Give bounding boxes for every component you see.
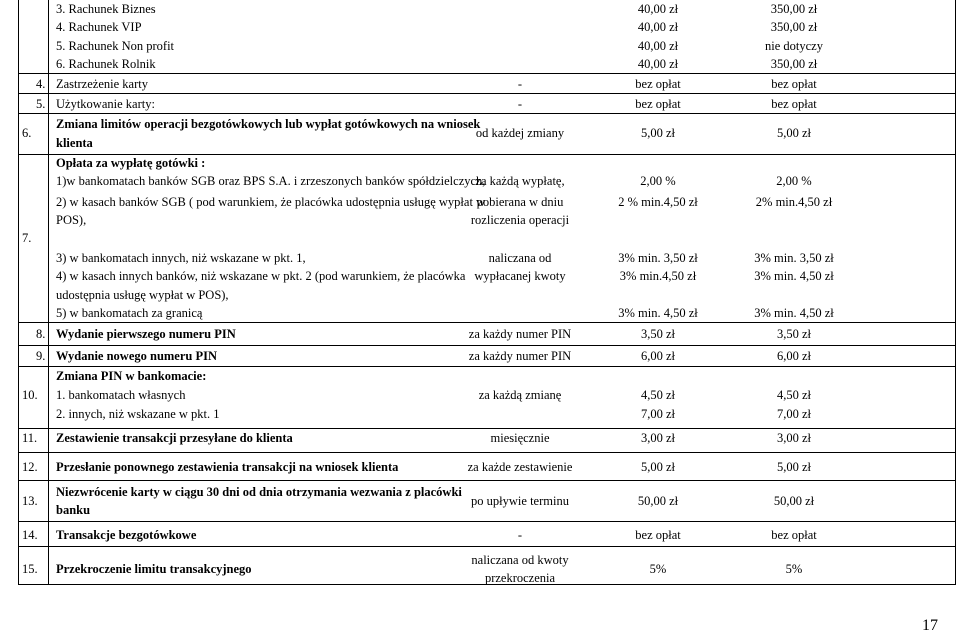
account-name: 5. Rachunek Non profit: [56, 39, 175, 53]
row-fee-1: 3,00 zł: [640, 431, 676, 445]
row-fee-1: 5%: [649, 562, 667, 576]
row-mode: -: [517, 528, 523, 542]
row-fee-2: 2,00 %: [776, 174, 812, 188]
row-fee-1: 3% min. 3,50 zł: [618, 251, 698, 265]
row-fee-2: 50,00 zł: [773, 494, 815, 508]
account-limit: 350,00 zł: [770, 57, 818, 71]
row-line: 4) w kasach innych banków, niż wskazane w pkt. 2 (pod warunkiem, że placówka: [56, 269, 466, 283]
row-fee-1: 3% min. 4,50 zł: [618, 306, 698, 320]
row-mode: -: [517, 77, 523, 91]
row-mode: za każdą zmianę: [478, 388, 562, 402]
row-label: Użytkowanie karty:: [56, 97, 155, 111]
row-mode: rozliczenia operacji: [470, 213, 570, 227]
row-fee-1: 5,00 zł: [640, 460, 676, 474]
row-mode: pobierana w dniu: [476, 195, 564, 209]
row-fee-2: 5,00 zł: [776, 126, 812, 140]
row-fee-1: 5,00 zł: [640, 126, 676, 140]
row-mode: -: [517, 97, 523, 111]
row-fee-1: bez opłat: [635, 77, 681, 91]
row-number: 10.: [22, 388, 38, 402]
row-number: 13.: [22, 494, 38, 508]
row-line: 1. bankomatach własnych: [56, 388, 186, 402]
row-number: 14.: [22, 528, 38, 542]
row-fee-2: 7,00 zł: [776, 407, 812, 421]
row-label: Zastrzeżenie karty: [56, 77, 148, 91]
row-number: 15.: [22, 562, 38, 576]
account-limit: 350,00 zł: [770, 20, 818, 34]
row-label-line2: klienta: [56, 136, 93, 150]
row-mode: miesięcznie: [490, 431, 550, 445]
row-label: Transakcje bezgotówkowe: [56, 528, 197, 542]
row-label: Wydanie nowego numeru PIN: [56, 349, 218, 363]
account-fee: 40,00 zł: [637, 39, 679, 53]
row-fee-2: bez opłat: [771, 528, 817, 542]
row-mode: za każde zestawienie: [467, 460, 573, 474]
row-mode: przekroczenia: [484, 571, 556, 585]
account-fee: 40,00 zł: [637, 57, 679, 71]
account-name: 3. Rachunek Biznes: [56, 2, 156, 16]
row-fee-2: 3,50 zł: [776, 327, 812, 341]
row-fee-2: 3% min. 3,50 zł: [754, 251, 834, 265]
row-mode: za każdy numer PIN: [468, 327, 572, 341]
row-number: 5.: [36, 97, 46, 111]
row-fee-1: 3% min.4,50 zł: [619, 269, 697, 283]
row-fee-1: 6,00 zł: [640, 349, 676, 363]
row-label: Przesłanie ponownego zestawienia transakcji na wniosek klienta: [56, 460, 399, 474]
row-line: 2) w kasach banków SGB ( pod warunkiem, że placówka udostępnia usługę wypłat w: [56, 195, 486, 209]
row-label-line1: Niezwrócenie karty w ciągu 30 dni od dnia otrzymania wezwania z placówki: [56, 485, 462, 499]
row-fee-2: 3% min. 4,50 zł: [754, 269, 834, 283]
row-number: 12.: [22, 460, 38, 474]
row-line: POS),: [56, 213, 87, 227]
row-fee-1: 2,00 %: [640, 174, 676, 188]
row-label-line1: Zmiana limitów operacji bezgotówkowych lub wypłat gotówkowych na wniosek: [56, 117, 481, 131]
row-fee-2: 5%: [785, 562, 803, 576]
row-fee-2: 5,00 zł: [776, 460, 812, 474]
row-title: Opłata za wypłatę gotówki :: [56, 156, 206, 170]
account-fee: 40,00 zł: [637, 20, 679, 34]
row-mode: naliczana od kwoty: [471, 553, 569, 567]
row-fee-2: 4,50 zł: [776, 388, 812, 402]
row-fee-2: 3,00 zł: [776, 431, 812, 445]
row-mode: po upływie terminu: [471, 494, 569, 508]
account-fee: 40,00 zł: [637, 2, 679, 16]
row-label: Wydanie pierwszego numeru PIN: [56, 327, 236, 341]
row-fee-2: 3% min. 4,50 zł: [754, 306, 834, 320]
row-fee-2: bez opłat: [771, 77, 817, 91]
row-title: Zmiana PIN w bankomacie:: [56, 369, 207, 383]
row-label: Przekroczenie limitu transakcyjnego: [56, 562, 252, 576]
row-label: Zestawienie transakcji przesyłane do klienta: [56, 431, 293, 445]
row-line: 1)w bankomatach banków SGB oraz BPS S.A. i zrzeszonych banków spółdzielczych,: [56, 174, 486, 188]
row-fee-1: bez opłat: [635, 97, 681, 111]
row-number: 11.: [22, 431, 38, 445]
row-fee-1: 3,50 zł: [640, 327, 676, 341]
account-limit: 350,00 zł: [770, 2, 818, 16]
row-fee-1: 2 % min.4,50 zł: [618, 195, 698, 209]
row-label-line2: banku: [56, 503, 91, 517]
row-line: 3) w bankomatach innych, niż wskazane w pkt. 1,: [56, 251, 306, 265]
page-number: 17: [922, 617, 938, 634]
row-number: 6.: [22, 126, 32, 140]
row-number: 8.: [36, 327, 46, 341]
account-name: 6. Rachunek Rolnik: [56, 57, 156, 71]
account-name: 4. Rachunek VIP: [56, 20, 142, 34]
account-limit: nie dotyczy: [765, 39, 823, 53]
row-mode: za każdy numer PIN: [468, 349, 572, 363]
row-number: 9.: [36, 349, 46, 363]
row-fee-2: bez opłat: [771, 97, 817, 111]
row-fee-1: 50,00 zł: [637, 494, 679, 508]
row-mode: wypłacanej kwoty: [474, 269, 566, 283]
row-mode: za każdą wypłatę,: [475, 174, 565, 188]
row-fee-1: 4,50 zł: [640, 388, 676, 402]
row-number: 7.: [22, 231, 32, 245]
row-mode: od każdej zmiany: [475, 126, 565, 140]
row-fee-1: bez opłat: [635, 528, 681, 542]
row-fee-2: 6,00 zł: [776, 349, 812, 363]
row-mode: naliczana od: [488, 251, 552, 265]
row-line: 5) w bankomatach za granicą: [56, 306, 203, 320]
row-line: udostępnia usługę wypłat w POS),: [56, 288, 229, 302]
row-line: 2. innych, niż wskazane w pkt. 1: [56, 407, 220, 421]
row-number: 4.: [36, 77, 46, 91]
row-fee-1: 7,00 zł: [640, 407, 676, 421]
row-fee-2: 2% min.4,50 zł: [755, 195, 833, 209]
